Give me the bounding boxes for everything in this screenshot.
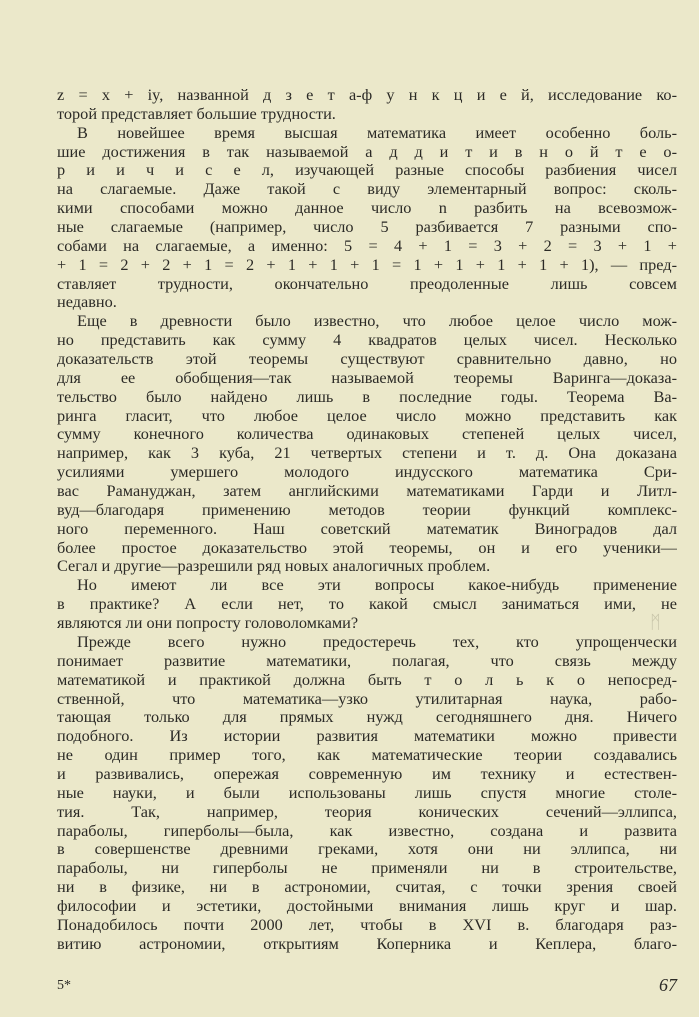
text-line: понимает развитие математики, полагая, что связь между (57, 651, 677, 670)
text-line: вуд—благодаря применению методов теории функций комплекс- (57, 500, 677, 519)
text-line: кими способами можно данное число n разбить на всевозмож- (57, 199, 677, 218)
text-line: усилиями умершего молодого индусского математика Сри- (57, 463, 677, 482)
text-line: Еще в древности было известно, что любое целое число мож- (77, 312, 677, 331)
page-number: 67 (659, 975, 677, 995)
text-line: параболы, ни гиперболы не применяли ни в строительстве, (57, 859, 677, 878)
text-line: собами на слагаемые, а именно: 5 = 4 + 1 = 3 + 2 = 3 + 1 + (57, 236, 677, 255)
text-line: Сегал и другие—разрешили ряд новых аналогичных проблем. (57, 557, 491, 576)
text-line: р и и ч и с е л, изучающей разные способы разбиения чисел (57, 161, 677, 180)
text-line: и развивались, опережая современную им технику и естествен- (57, 764, 677, 783)
text-line: ные слагаемые (например, число 5 разбивается 7 разными спо- (57, 218, 677, 237)
text-line: Прежде всего нужно предостеречь тех, кто упрощенчески (77, 632, 677, 651)
text-line: тающая только для прямых нужд сегодняшнего дня. Ничего (57, 708, 677, 727)
text-line: ставляет трудности, окончательно преодоленные лишь совсем (57, 274, 677, 293)
body-text (57, 86, 677, 954)
text-line: тельство было найдено лишь в последние годы. Теорема Ва- (57, 387, 677, 406)
text-line: В новейшее время высшая математика имеет особенно боль- (77, 123, 677, 142)
signature-mark: 5* (57, 978, 71, 993)
text-line: математикой и практикой должна быть т о л ь к о непосред- (57, 670, 677, 689)
text-line: торой представляет большие трудности. (57, 104, 336, 123)
text-line: ного переменного. Наш советский математик Виноградов дал (57, 519, 677, 538)
text-line: недавно. (57, 293, 117, 312)
text-line: ственной, что математика—узко утилитарная наука, рабо- (57, 689, 677, 708)
text-line: на слагаемые. Даже такой с виду элементарный вопрос: сколь- (57, 180, 677, 199)
text-line: Но имеют ли все эти вопросы какое-нибудь применение (77, 576, 677, 595)
text-line: параболы, гиперболы—была, как известно, создана и развита (57, 821, 677, 840)
text-line: ные науки, и были использованы лишь спустя многие столе- (57, 783, 677, 802)
text-line: но представить как сумму 4 квадратов целых чисел. Несколько (57, 331, 677, 350)
text-line: тия. Так, например, теория конических сечений—эллипса, (57, 802, 677, 821)
text-line: сумму конечного количества одинаковых степеней целых чисел, (57, 425, 677, 444)
text-line: в совершенстве древними греками, хотя они ни эллипса, ни (57, 840, 677, 859)
text-line: в практике? А если нет, то какой смысл заниматься ими, не (57, 595, 677, 614)
text-line: витию астрономии, открытиям Коперника и Кеплера, благо- (57, 934, 677, 953)
text-line: философии и эстетики, достойными внимания лишь круг и шар. (57, 896, 677, 915)
text-line: ни в физике, ни в астрономии, считая, с точки зрения своей (57, 878, 677, 897)
text-line: вас Рамануджан, затем английскими математиками Гарди и Литл- (57, 482, 677, 501)
text-line: для ее обобщения—так называемой теоремы Варинга—доказа- (57, 368, 677, 387)
margin-pencil-mark: ᛗ (650, 612, 661, 632)
text-line: ринга гласит, что любое целое число можно представить как (57, 406, 677, 425)
text-line: шие достижения в так называемой а д д и т и в н о й т е о- (57, 142, 677, 161)
text-line: подобного. Из истории развития математики можно привести (57, 727, 677, 746)
text-line: доказательств этой теоремы существуют сравнительно давно, но (57, 350, 677, 369)
text-line: являются ли они попросту головоломками? (57, 614, 359, 633)
text-line: Понадобилось почти 2000 лет, чтобы в XVI в. благодаря раз- (57, 915, 677, 934)
text-line: + 1 = 2 + 2 + 1 = 2 + 1 + 1 + 1 = 1 + 1 + 1 + 1 + 1), — пред- (57, 255, 677, 274)
text-line: z = x + iy, названной д з е т а-ф у н к ц и е й, исследование ко- (57, 86, 677, 104)
text-line: более простое доказательство этой теоремы, он и его ученики— (57, 538, 677, 557)
text-line: не один пример того, как математические теории создавались (57, 746, 677, 765)
text-line: например, как 3 куба, 21 четвертых степени и т. д. Она доказана (57, 444, 677, 463)
